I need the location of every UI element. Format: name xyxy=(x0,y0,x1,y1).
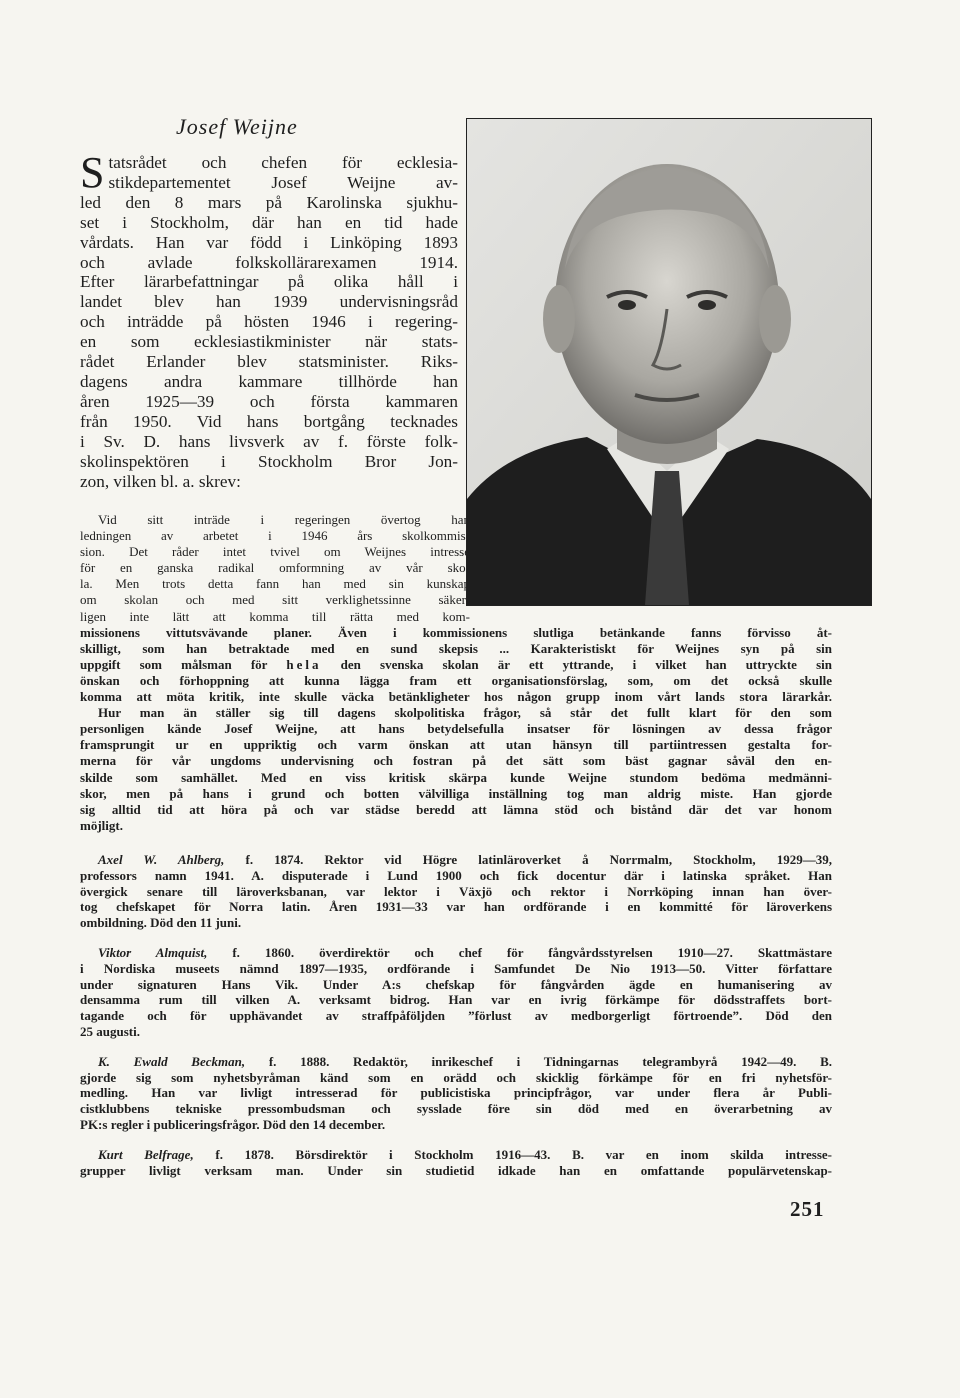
quote-line: merna för vår ungdoms undervisning och fostran på det sätt som bäst gagnar såväl den en- xyxy=(80,753,832,769)
obituary-line: densamma rum till vilken A. verksamt bidrog. Han var en ivrig förkämpe för dödsstraffets bort- xyxy=(80,992,832,1008)
obituary-line: tagande och för upphävandet av straffpåföljden ”förlust av medborgerligt förtroende”. Död den xyxy=(80,1008,832,1024)
obituary-list xyxy=(80,852,832,1192)
obituary-name: K. Ewald Beckman, xyxy=(98,1053,246,1069)
emphasis-word: hela xyxy=(286,656,322,672)
quote-line: personligen kände Josef Weijne, att hans betydelsefulla insatser för lösningen av dessa frågor xyxy=(80,721,832,737)
obituary-line: cistklubbens tekniske pressombudsman och sysslade före sin död med en överarbetning av xyxy=(80,1101,832,1117)
obituary-line: medling. Han var livligt intresserad för publicistiska principfrågor, var under flera år Publi- xyxy=(80,1085,832,1101)
quote-line: Vid sitt inträde i regeringen övertog han xyxy=(98,512,470,527)
obituary-text: f. 1878. Börsdirektör i Stockholm 1916—43. B. var en inom skilda intresse- xyxy=(215,1146,832,1162)
obituary-line: tog chefskapet för Norra latin. Åren 1931—33 var han ordförande i en kommitté för läroverkens xyxy=(80,899,832,915)
intro-line: set i Stockholm, där han en tid hade xyxy=(80,212,458,232)
quote-line: om skolan och med sitt verklighetssinne säker- xyxy=(80,592,470,608)
article-title: Josef Weijne xyxy=(176,114,298,139)
obituary-first-line xyxy=(80,945,832,961)
obituary-first-line xyxy=(80,852,832,868)
intro-line: skolinspektören i Stockholm Bror Jon- xyxy=(80,451,458,471)
quote-line: skilde som samhället. Med en viss kritisk skärpa kunde Weijne stundom bedöma medmänni- xyxy=(80,769,832,785)
obituary-entry xyxy=(80,1054,832,1133)
obituary-line: i Nordiska museets nämnd 1897—1935, ordförande i Samfundet De Nio 1913—50. Vitter författare xyxy=(80,960,832,976)
obituary-name: Axel W. Ahlberg, xyxy=(98,852,225,867)
quote-line: sig alltid tid att höra på och var städse beredd att lämna stöd och bistånd där det var honom xyxy=(80,801,832,817)
quote-narrow-column xyxy=(80,512,470,625)
intro-line: Efter lärarbefattningar på olika håll i xyxy=(80,272,458,292)
obituary-name: Kurt Belfrage, xyxy=(98,1146,194,1162)
quote-line: skor, men på hans i grund och botten välvilliga inställning tog man aldrig miste. Han gjorde xyxy=(80,785,832,801)
quote-line: sion. Det råder intet tvivel om Weijnes intresse xyxy=(80,544,470,560)
obituary-entry xyxy=(80,945,832,1040)
intro-line: från 1950. Vid hans bortgång tecknades xyxy=(80,411,458,431)
intro-line: zon, vilken bl. a. skrev: xyxy=(80,471,241,491)
obituary-line: PK:s regler i publiceringsfrågor. Död den 14 december. xyxy=(80,1116,386,1132)
quote-line: missionens vittutsvävande planer. Även i kommissionens slutliga betänkande fanns förvisso åt- xyxy=(80,624,832,640)
intro-line: vårdats. Han var född i Linköping 1893 xyxy=(80,232,458,252)
intro-line: åren 1925—39 och första kammaren xyxy=(80,391,458,411)
obituary-entry xyxy=(80,1147,832,1179)
obituary-text: f. 1888. Redaktör, inrikeschef i Tidningarnas telegrambyrå 1942—49. B. xyxy=(268,1053,832,1069)
intro-line: och avlade folkskollärarexamen 1914. xyxy=(80,252,458,272)
intro-line: en som ecklesiastikminister när stats- xyxy=(80,332,458,352)
quote-line: för en ganska radikal omformning av vår sko- xyxy=(80,560,470,576)
quote-line: önskan och förhoppning att kunna lägga fram ett organisationsförslag, som, om det också skulle xyxy=(80,672,832,688)
page-number: 251 xyxy=(790,1197,825,1221)
quote-line: skilligt, som han betraktade med en sund skepsis ... Karakteristiskt för Weijnes syn på sin xyxy=(80,640,832,656)
quote-fragment: uppgift som målsman för xyxy=(80,656,268,672)
intro-line: landet blev han 1939 undervisningsråd xyxy=(80,292,458,312)
obituary-text: f. 1874. Rektor vid Högre latinläroverket å Norrmalm, Stockholm, 1929—39, xyxy=(245,852,832,867)
obituary-line: gjorde sig som nyhetsbyråman känd som en orädd och skicklig förkämpe för en fri nyhetsför- xyxy=(80,1069,832,1085)
drop-cap: S xyxy=(80,148,105,197)
obituary-text: f. 1860. överdirektör och chef för fångvårdsstyrelsen 1910—27. Skattmästare xyxy=(232,944,832,960)
quote-line: framsprungit ur en uppriktig och varm önskan att utan hänsyn till partiintressen gestalta for- xyxy=(80,737,832,753)
quote-block xyxy=(80,512,832,834)
quote-line: Hur man än ställer sig till dagens skolpolitiska frågor, så står det fullt klart för den som xyxy=(98,705,832,721)
quote-line: ligen inte lätt att komma till rätta med kom- xyxy=(80,608,470,624)
quote-line: komma att möta kritik, inte skulle väcka betänkligheter hos någon grupp inom vårt lands stora lärarkår. xyxy=(80,689,832,705)
obituary-line: 25 augusti. xyxy=(80,1023,140,1039)
obituary-line: professors namn 1941. A. disputerade i Lund 1900 och fick docentur där i latinska språket. Han xyxy=(80,867,832,883)
intro-line: dagens andra kammare tillhörde han xyxy=(80,371,458,391)
quote-line: ledningen av arbetet i 1946 års skolkommis- xyxy=(80,528,470,544)
obituary-first-line xyxy=(80,1054,832,1070)
quote-line: la. Men trots detta fann han med sin kunskap xyxy=(80,576,470,592)
intro-line: och inträdde på hösten 1946 i regering- xyxy=(80,312,458,332)
quote-line-emphasis xyxy=(80,657,832,673)
obituary-line: övergick senare till läroverksbanan, var lektor i Växjö och rektor i Norrköping innan han över- xyxy=(80,883,832,899)
intro-line: rådet Erlander blev statsminister. Riks- xyxy=(80,352,458,372)
quote-fragment: den svenska skolan är ett yttrande, i vilket han uttryckte sin xyxy=(340,656,832,672)
intro-line: stikdepartementet Josef Weijne av- xyxy=(108,172,458,192)
obituary-first-line xyxy=(80,1147,832,1163)
intro-paragraph xyxy=(80,148,458,491)
obituary-line: under signaturen Hans Vik. Under A:s chefskap för fångvården ägde en humanisering av xyxy=(80,976,832,992)
intro-line: tatsrådet och chefen för ecklesia- xyxy=(108,153,458,172)
obituary-line: ombildning. Död den 11 juni. xyxy=(80,915,242,931)
obituary-name: Viktor Almquist, xyxy=(98,944,208,960)
obituary-line: grupper livligt verksam man. Under sin studietid idkade han en omfattande populärvetenskap- xyxy=(80,1162,832,1178)
intro-line: i Sv. D. hans livsverk av f. förste folk- xyxy=(80,431,458,451)
intro-line: led den 8 mars på Karolinska sjukhu- xyxy=(80,192,458,212)
obituary-entry xyxy=(80,852,832,931)
quote-line: möjligt. xyxy=(80,817,123,833)
